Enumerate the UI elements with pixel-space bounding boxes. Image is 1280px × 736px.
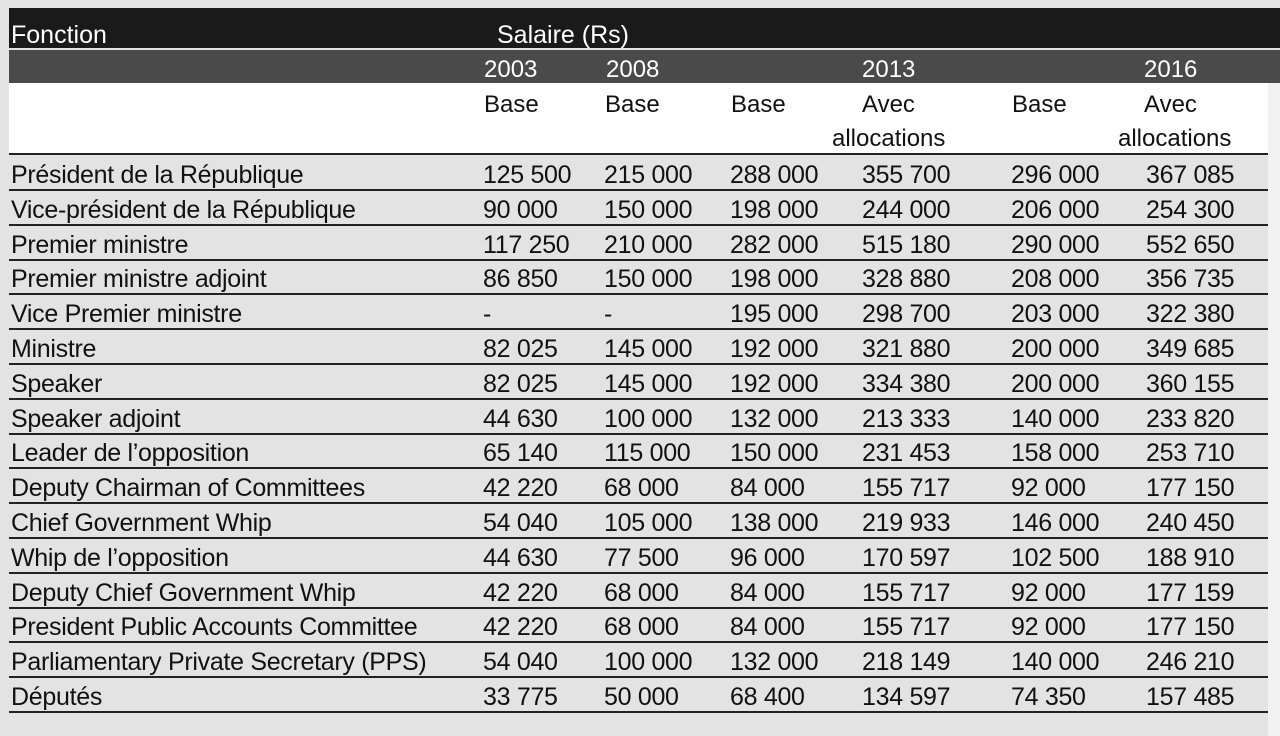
cell-avec-2013: 218 149 bbox=[862, 648, 951, 677]
cell-base-2016: 200 000 bbox=[1011, 335, 1100, 363]
table-row bbox=[9, 330, 1268, 365]
cell-base-2013: 192 000 bbox=[730, 369, 819, 398]
cell-avec-2013: 134 597 bbox=[862, 683, 951, 711]
cell-base-2008: 150 000 bbox=[604, 195, 693, 224]
cell-base-2003: 33 775 bbox=[483, 683, 558, 711]
year-2003: 2003 bbox=[484, 56, 538, 83]
cell-fonction: Députés bbox=[11, 683, 103, 711]
subhead-base-2016: Base bbox=[1012, 91, 1067, 118]
cell-base-2016: 158 000 bbox=[1011, 439, 1100, 468]
cell-base-2013: 96 000 bbox=[730, 543, 805, 572]
cell-avec-2013: 170 597 bbox=[862, 543, 951, 572]
cell-base-2016: 74 350 bbox=[1011, 683, 1086, 711]
cell-avec-2016: 177 150 bbox=[1146, 613, 1235, 642]
cell-avec-2013: 244 000 bbox=[862, 195, 951, 224]
subhead-base-2008: Base bbox=[605, 91, 660, 118]
cell-base-2003: 42 220 bbox=[483, 474, 558, 503]
cell-fonction: Whip de l’opposition bbox=[11, 543, 229, 572]
cell-avec-2016: 367 085 bbox=[1146, 161, 1235, 189]
cell-base-2013: 282 000 bbox=[730, 230, 819, 259]
cell-avec-2016: 177 150 bbox=[1146, 474, 1235, 503]
cell-base-2013: 84 000 bbox=[730, 578, 805, 607]
cell-fonction: Chief Government Whip bbox=[11, 509, 272, 537]
cell-base-2008: 115 000 bbox=[604, 439, 691, 468]
cell-base-2008: 105 000 bbox=[604, 509, 693, 537]
cell-avec-2013: 231 453 bbox=[862, 439, 951, 468]
table-row bbox=[9, 574, 1268, 609]
cell-base-2003: 44 630 bbox=[483, 404, 558, 433]
year-2008: 2008 bbox=[606, 56, 660, 83]
cell-base-2003: 82 025 bbox=[483, 369, 558, 398]
cell-fonction: Deputy Chairman of Committees bbox=[11, 474, 365, 503]
cell-avec-2016: 188 910 bbox=[1146, 543, 1235, 572]
cell-fonction: Vice Premier ministre bbox=[11, 300, 242, 329]
table-row bbox=[9, 608, 1268, 643]
cell-base-2016: 290 000 bbox=[1011, 230, 1100, 259]
cell-avec-2013: 298 700 bbox=[862, 300, 951, 329]
table-row bbox=[9, 226, 1268, 261]
cell-fonction: President Public Accounts Committee bbox=[11, 613, 418, 642]
subhead-avec-2013-line2: allocations bbox=[832, 125, 946, 152]
cell-avec-2016: 254 300 bbox=[1146, 195, 1235, 224]
table-row bbox=[9, 156, 1268, 191]
cell-base-2008: 68 000 bbox=[604, 613, 679, 642]
table-row bbox=[9, 643, 1268, 678]
cell-fonction: Ministre bbox=[11, 335, 97, 363]
cell-base-2003: 54 040 bbox=[483, 509, 558, 537]
header-rule bbox=[9, 153, 1268, 155]
cell-base-2016: 203 000 bbox=[1011, 300, 1100, 329]
cell-base-2016: 92 000 bbox=[1011, 578, 1086, 607]
cell-base-2003: 86 850 bbox=[483, 265, 558, 294]
cell-base-2013: 68 400 bbox=[730, 683, 805, 711]
cell-avec-2016: 157 485 bbox=[1146, 683, 1235, 711]
year-2013: 2013 bbox=[862, 56, 916, 83]
cell-base-2013: 132 000 bbox=[730, 648, 819, 677]
cell-base-2016: 206 000 bbox=[1011, 195, 1100, 224]
cell-avec-2013: 155 717 bbox=[862, 578, 951, 607]
cell-base-2008: 150 000 bbox=[604, 265, 693, 294]
cell-avec-2016: 246 210 bbox=[1146, 648, 1235, 677]
cell-base-2016: 92 000 bbox=[1011, 474, 1086, 503]
cell-base-2013: 84 000 bbox=[730, 474, 805, 503]
header-fonction: Fonction bbox=[11, 21, 107, 49]
table-row bbox=[9, 469, 1268, 504]
cell-base-2003: 117 250 bbox=[483, 230, 570, 259]
cell-base-2016: 296 000 bbox=[1011, 161, 1100, 189]
cell-avec-2013: 328 880 bbox=[862, 265, 951, 294]
cell-base-2008: 50 000 bbox=[604, 683, 679, 711]
cell-base-2013: 198 000 bbox=[730, 265, 819, 294]
cell-base-2016: 140 000 bbox=[1011, 648, 1100, 677]
cell-fonction: Premier ministre bbox=[11, 230, 189, 259]
cell-avec-2013: 213 333 bbox=[862, 404, 951, 433]
header-band-top bbox=[9, 8, 1280, 48]
cell-base-2016: 140 000 bbox=[1011, 404, 1100, 433]
table-row bbox=[9, 678, 1268, 713]
cell-base-2013: 138 000 bbox=[730, 509, 819, 537]
header-salaire: Salaire (Rs) bbox=[497, 21, 629, 49]
cell-avec-2013: 155 717 bbox=[862, 474, 951, 503]
cell-base-2016: 92 000 bbox=[1011, 613, 1086, 642]
table-row bbox=[9, 504, 1268, 539]
cell-base-2008: 145 000 bbox=[604, 335, 693, 363]
cell-base-2008: 100 000 bbox=[604, 648, 693, 677]
subhead-base-2003: Base bbox=[484, 91, 539, 118]
subhead-avec-2016-line2: allocations bbox=[1118, 125, 1232, 152]
cell-avec-2013: 155 717 bbox=[862, 613, 951, 642]
cell-base-2003: 42 220 bbox=[483, 613, 558, 642]
cell-avec-2016: 240 450 bbox=[1146, 509, 1235, 537]
cell-base-2013: 198 000 bbox=[730, 195, 819, 224]
cell-base-2003: 125 500 bbox=[483, 161, 572, 189]
cell-base-2013: 150 000 bbox=[730, 439, 819, 468]
cell-fonction: Speaker bbox=[11, 369, 103, 398]
cell-base-2013: 84 000 bbox=[730, 613, 805, 642]
cell-avec-2013: 321 880 bbox=[862, 335, 951, 363]
cell-base-2008: 210 000 bbox=[604, 230, 693, 259]
cell-base-2008: 215 000 bbox=[604, 161, 693, 189]
cell-base-2013: 192 000 bbox=[730, 335, 819, 363]
table-row bbox=[9, 400, 1268, 435]
cell-base-2003: 90 000 bbox=[483, 195, 558, 224]
table-row bbox=[9, 365, 1268, 400]
cell-base-2003: 54 040 bbox=[483, 648, 558, 677]
cell-avec-2013: 334 380 bbox=[862, 369, 951, 398]
cell-base-2016: 208 000 bbox=[1011, 265, 1100, 294]
cell-avec-2016: 233 820 bbox=[1146, 404, 1235, 433]
subhead-avec-2013-line1: Avec bbox=[862, 91, 915, 118]
cell-base-2013: 288 000 bbox=[730, 161, 819, 189]
subhead-base-2013: Base bbox=[731, 91, 786, 118]
cell-fonction: Deputy Chief Government Whip bbox=[11, 578, 356, 607]
subhead-avec-2016-line1: Avec bbox=[1144, 91, 1197, 118]
table-row bbox=[9, 191, 1268, 226]
cell-fonction: Premier ministre adjoint bbox=[11, 265, 267, 294]
cell-base-2008: - bbox=[604, 300, 613, 329]
cell-fonction: Parliamentary Private Secretary (PPS) bbox=[11, 648, 427, 677]
cell-avec-2013: 355 700 bbox=[862, 161, 951, 189]
cell-avec-2016: 356 735 bbox=[1146, 265, 1235, 294]
cell-base-2008: 145 000 bbox=[604, 369, 693, 398]
cell-base-2003: 42 220 bbox=[483, 578, 558, 607]
cell-fonction: Vice-président de la République bbox=[11, 195, 356, 224]
cell-base-2013: 132 000 bbox=[730, 404, 819, 433]
table-row bbox=[9, 434, 1268, 469]
cell-base-2013: 195 000 bbox=[730, 300, 819, 329]
cell-avec-2016: 322 380 bbox=[1146, 300, 1235, 329]
cell-base-2003: 82 025 bbox=[483, 335, 558, 363]
cell-avec-2016: 349 685 bbox=[1146, 335, 1235, 363]
cell-base-2016: 102 500 bbox=[1011, 543, 1100, 572]
cell-avec-2016: 552 650 bbox=[1146, 230, 1235, 259]
table-row bbox=[9, 295, 1268, 330]
cell-base-2016: 146 000 bbox=[1011, 509, 1100, 537]
cell-base-2008: 100 000 bbox=[604, 404, 693, 433]
cell-avec-2013: 515 180 bbox=[862, 230, 951, 259]
cell-fonction: Leader de l’opposition bbox=[11, 439, 250, 468]
cell-base-2008: 68 000 bbox=[604, 474, 679, 503]
cell-fonction: Speaker adjoint bbox=[11, 404, 181, 433]
cell-fonction: Président de la République bbox=[11, 161, 304, 189]
cell-avec-2016: 177 159 bbox=[1146, 578, 1235, 607]
cell-base-2003: 44 630 bbox=[483, 543, 558, 572]
cell-base-2003: 65 140 bbox=[483, 439, 558, 468]
cell-avec-2013: 219 933 bbox=[862, 509, 951, 537]
year-2016: 2016 bbox=[1144, 56, 1198, 83]
table-row bbox=[9, 539, 1268, 574]
row-rule bbox=[9, 711, 1268, 713]
cell-avec-2016: 253 710 bbox=[1146, 439, 1235, 468]
cell-base-2003: - bbox=[483, 300, 492, 329]
cell-avec-2016: 360 155 bbox=[1146, 369, 1235, 398]
right-edge-strip bbox=[1268, 83, 1280, 736]
cell-base-2016: 200 000 bbox=[1011, 369, 1100, 398]
table-row bbox=[9, 260, 1268, 295]
cell-base-2008: 68 000 bbox=[604, 578, 679, 607]
cell-base-2008: 77 500 bbox=[604, 543, 679, 572]
